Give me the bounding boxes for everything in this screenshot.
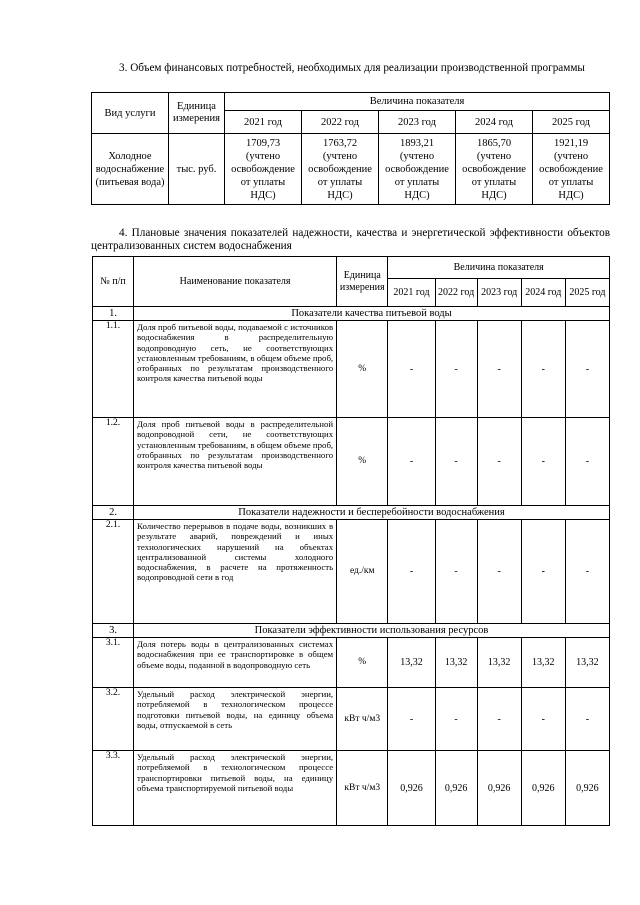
row-number: 1.2. <box>93 418 134 506</box>
value-cell <box>379 134 456 205</box>
service-cell: Холодное водоснабжение (питьевая вода) <box>92 134 169 205</box>
col-service-header: Вид услуги <box>92 93 169 134</box>
group-number: 1. <box>93 307 134 321</box>
value-cell <box>302 134 379 205</box>
year-header: 2021 год <box>225 111 302 134</box>
unit-cell: кВт ч/м3 <box>337 751 388 826</box>
value-amount: 1763,72 <box>322 137 358 149</box>
group-title: Показатели качества питьевой воды <box>134 307 610 321</box>
row-number: 3.3. <box>93 751 134 826</box>
year-header: 2024 год <box>521 279 565 307</box>
value-cell: - <box>388 688 435 751</box>
group-title: Показатели эффективности использования ресурсов <box>134 624 610 638</box>
value-note: (учтено освобождение от уплаты НДС) <box>231 150 295 201</box>
table-row <box>93 751 610 826</box>
value-cell: 0,926 <box>435 751 477 826</box>
group-title: Показатели надежности и бесперебойности водоснабжения <box>134 506 610 520</box>
value-cell: 0,926 <box>388 751 435 826</box>
section3-heading: 3. Объем финансовых потребностей, необходимых для реализации производственной программы <box>119 62 585 74</box>
col-value-header: Величина показателя <box>225 93 610 111</box>
unit-cell: тыс. руб. <box>169 134 225 205</box>
year-header: 2023 год <box>477 279 521 307</box>
year-header: 2022 год <box>435 279 477 307</box>
table-row <box>93 638 610 688</box>
indicator-name: Удельный расход электрической энергии, потребляемой в технологическом процессе подготовки питьевой воды, на единицу объема воды, отпускаемой в сеть <box>134 688 337 751</box>
unit-cell: % <box>337 418 388 506</box>
value-cell: - <box>521 688 565 751</box>
table-row <box>93 418 610 506</box>
value-cell: 0,926 <box>521 751 565 826</box>
value-cell: - <box>435 688 477 751</box>
value-cell: - <box>477 688 521 751</box>
value-cell: 0,926 <box>477 751 521 826</box>
unit-cell: % <box>337 321 388 418</box>
value-cell: 13,32 <box>477 638 521 688</box>
col-unit-header: Единица измерения <box>169 93 225 134</box>
col-name-header: Наименование показателя <box>134 257 337 307</box>
unit-cell: % <box>337 638 388 688</box>
value-cell: - <box>435 520 477 624</box>
table-row <box>93 688 610 751</box>
indicators-table <box>92 256 610 826</box>
value-cell: - <box>565 321 609 418</box>
value-cell: - <box>565 688 609 751</box>
year-header: 2025 год <box>533 111 610 134</box>
section4-heading: 4. Плановые значения показателей надежности, качества и энергетической эффективности объектов централизованных систем водоснабжения <box>91 227 610 252</box>
indicator-name: Количество перерывов в подаче воды, возникших в результате аварий, повреждений и иных технологических нарушений на объектах централизованной системы холодного водоснабжения, в расчете на протяженность водопроводной сети в год <box>134 520 337 624</box>
value-cell <box>533 134 610 205</box>
unit-cell: ед./км <box>337 520 388 624</box>
year-header: 2021 год <box>388 279 435 307</box>
value-cell: 13,32 <box>565 638 609 688</box>
value-cell: 13,32 <box>521 638 565 688</box>
value-cell: - <box>435 321 477 418</box>
col-value-header: Величина показателя <box>388 257 610 279</box>
row-number: 2.1. <box>93 520 134 624</box>
value-note: (учтено освобождение от уплаты НДС) <box>539 150 603 201</box>
value-cell: - <box>388 520 435 624</box>
row-number: 3.2. <box>93 688 134 751</box>
value-note: (учтено освобождение от уплаты НДС) <box>462 150 526 201</box>
financial-needs-table <box>91 92 610 205</box>
value-cell <box>225 134 302 205</box>
value-amount: 1893,21 <box>399 137 435 149</box>
indicator-name: Доля проб питьевой воды в распределительной водопроводной сети, не соответствующих установленным требованиям, в общем объеме проб, отобранных по результатам производственного контроля качества питьевой воды <box>134 418 337 506</box>
indicator-name: Доля потерь воды в централизованных системах водоснабжения при ее транспортировке в общем объеме воды, поданной в водопроводную сеть <box>134 638 337 688</box>
value-amount: 1865,70 <box>476 137 512 149</box>
year-header: 2025 год <box>565 279 609 307</box>
group-number: 2. <box>93 506 134 520</box>
value-cell: 0,926 <box>565 751 609 826</box>
value-amount: 1921,19 <box>553 137 589 149</box>
unit-cell: кВт ч/м3 <box>337 688 388 751</box>
row-number: 3.1. <box>93 638 134 688</box>
value-cell: - <box>388 321 435 418</box>
year-header: 2022 год <box>302 111 379 134</box>
table-row <box>93 321 610 418</box>
value-cell: - <box>521 418 565 506</box>
value-cell: - <box>565 418 609 506</box>
value-cell: - <box>565 520 609 624</box>
value-note: (учтено освобождение от уплаты НДС) <box>308 150 372 201</box>
value-cell: - <box>435 418 477 506</box>
value-cell <box>456 134 533 205</box>
table-row <box>93 520 610 624</box>
value-cell: 13,32 <box>435 638 477 688</box>
value-cell: - <box>521 520 565 624</box>
value-cell: - <box>477 418 521 506</box>
row-number: 1.1. <box>93 321 134 418</box>
indicator-name: Удельный расход электрической энергии, потребляемой в технологическом процессе транспортировки питьевой воды, на единицу объема транспортируемой питьевой воды <box>134 751 337 826</box>
year-header: 2024 год <box>456 111 533 134</box>
value-cell: 13,32 <box>388 638 435 688</box>
value-cell: - <box>388 418 435 506</box>
value-cell: - <box>477 321 521 418</box>
col-num-header: № п/п <box>93 257 134 307</box>
value-cell: - <box>521 321 565 418</box>
value-amount: 1709,73 <box>245 137 281 149</box>
group-number: 3. <box>93 624 134 638</box>
value-cell: - <box>477 520 521 624</box>
year-header: 2023 год <box>379 111 456 134</box>
indicator-name: Доля проб питьевой воды, подаваемой с источников водоснабжения в распределительную водопроводную сеть, не соответствующих установленным требованиям, в общем объеме проб, отобранных по результатам производственного контроля качества питьевой воды <box>134 321 337 418</box>
col-unit-header: Единица измерения <box>337 257 388 307</box>
value-note: (учтено освобождение от уплаты НДС) <box>385 150 449 201</box>
